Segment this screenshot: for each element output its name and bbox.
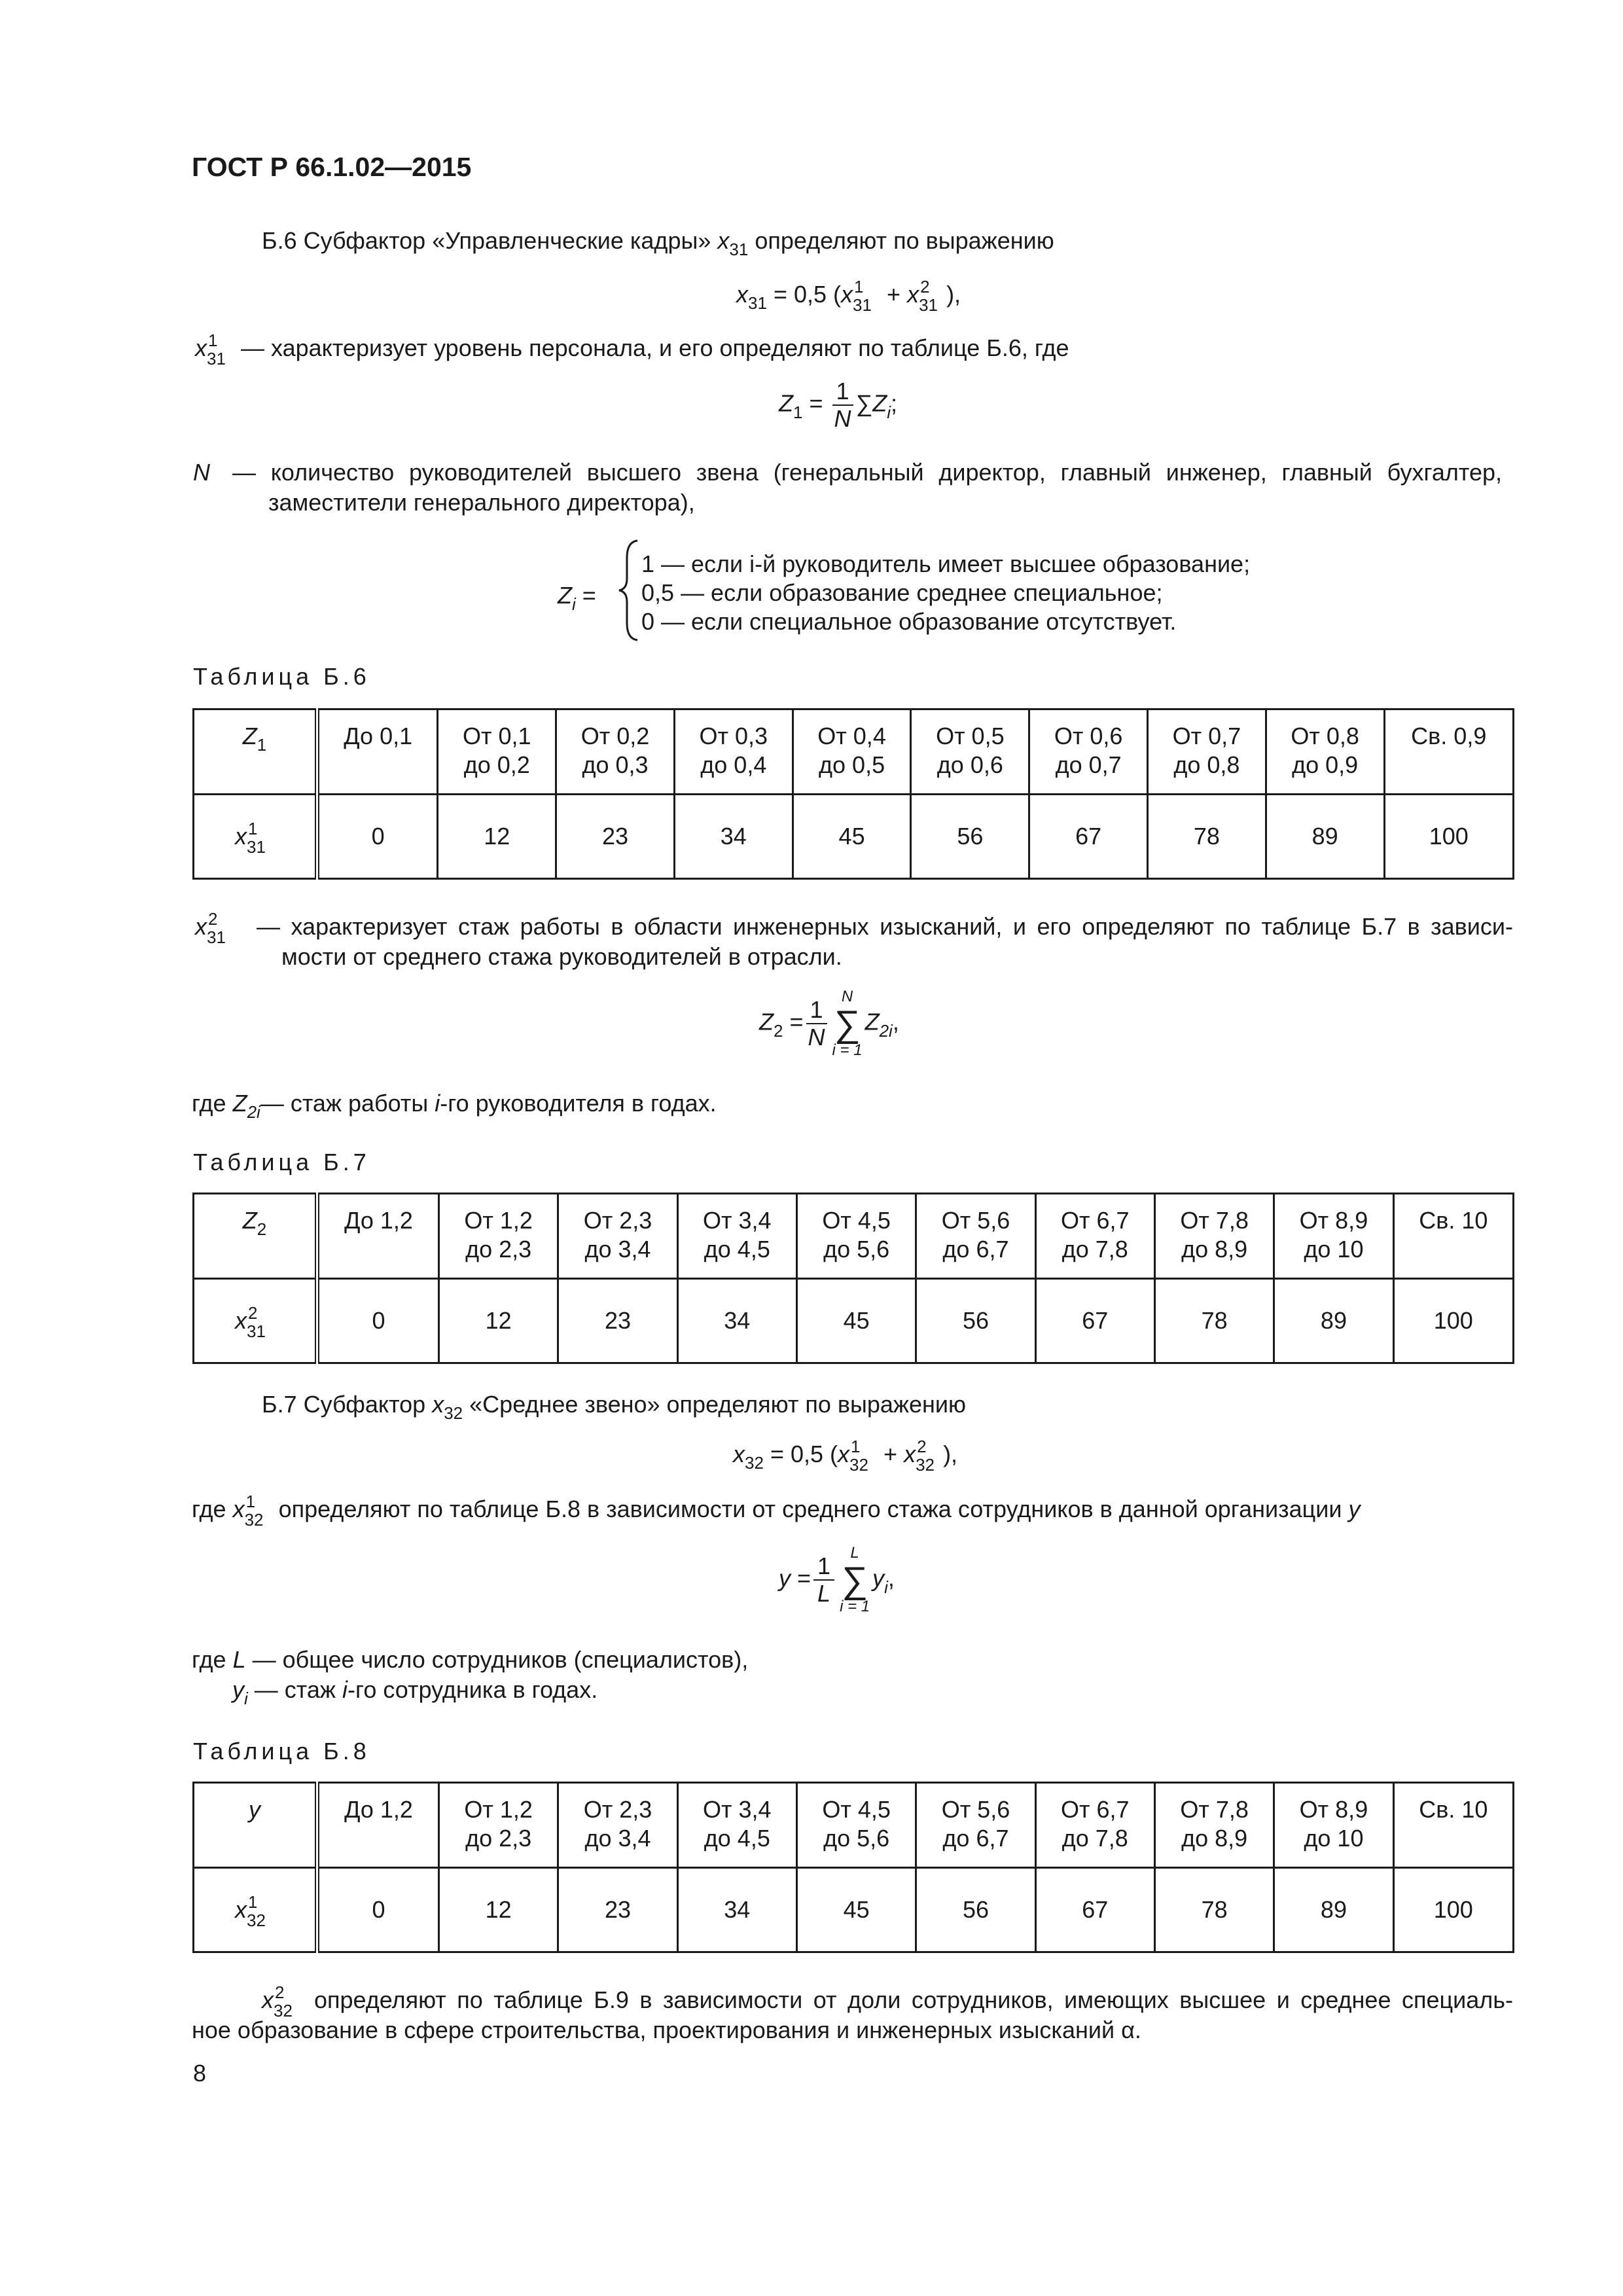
table-header-cell: От 4,5 до 5,6 bbox=[796, 1783, 916, 1868]
section-b6-intro: Б.6 Субфактор «Управленческие кадры» $x_{31}$ определяют по выражению bbox=[262, 227, 1054, 259]
table-value-cell: 23 bbox=[558, 1278, 677, 1363]
sum-symbol: N ∑ i = 1 bbox=[832, 988, 863, 1059]
table-b6 bbox=[192, 708, 1514, 880]
table-header-cell: От 4,5 до 5,6 bbox=[796, 1194, 916, 1279]
table-b7-head-x31-2: x 2 31 bbox=[194, 1278, 317, 1363]
table-b7-head-z2: $Z_2$ bbox=[194, 1194, 317, 1279]
fraction-1-over-n: $\frac{1}{N}$ bbox=[832, 378, 853, 432]
table-b8-head-y: y bbox=[194, 1783, 317, 1868]
table-header-cell: Св. 0,9 bbox=[1384, 709, 1513, 795]
table-header-cell: Св. 10 bbox=[1393, 1783, 1513, 1868]
table-value-cell: 12 bbox=[438, 1278, 558, 1363]
formula-x32: $x_{32} = 0,5$ (x 1 32 + x 2 32 ), bbox=[733, 1437, 958, 1475]
table-value-cell: 89 bbox=[1274, 1867, 1393, 1952]
table-b8 bbox=[192, 1782, 1514, 1953]
definition-x31-2-var: x 2 31 bbox=[195, 909, 226, 947]
table-b8-head-x32-1: x 1 32 bbox=[194, 1867, 317, 1952]
formula-z2: $Z_2$ = $\frac{1}{N}$ N ∑ i = 1 $Z_{2i}$, bbox=[759, 988, 899, 1059]
table-header-cell: От 0,2 до 0,3 bbox=[556, 709, 675, 795]
table-value-cell: 100 bbox=[1393, 1278, 1513, 1363]
table-value-cell: 89 bbox=[1266, 794, 1384, 879]
table-header-cell: От 0,3 до 0,4 bbox=[674, 709, 793, 795]
definition-x32-2-line1: x 2 32 определяют по таблице Б.9 в зависимости от доли сотрудников, имеющих высшее и среднее специаль- bbox=[262, 1982, 1513, 2020]
table-header-cell: От 1,2 до 2,3 bbox=[438, 1194, 558, 1279]
table-value-cell: 78 bbox=[1154, 1278, 1274, 1363]
definition-n-line1: — количество руководителей высшего звена (генеральный директор, главный инженер, главный бухгалтер, bbox=[232, 459, 1502, 486]
document-header: ГОСТ Р 66.1.02—2015 bbox=[192, 152, 472, 182]
table-value-cell: 0 bbox=[317, 794, 438, 879]
table-header-cell: От 7,8 до 8,9 bbox=[1154, 1783, 1274, 1868]
table-value-cell: 12 bbox=[438, 1867, 558, 1952]
formula-z1: $Z_1$ = $\frac{1}{N}$ $\sum Z_i$; bbox=[779, 378, 898, 432]
table-header-cell: От 5,6 до 6,7 bbox=[916, 1783, 1035, 1868]
definition-n-line2: заместители генерального директора), bbox=[268, 489, 695, 516]
table-header-cell: От 2,3 до 3,4 bbox=[558, 1783, 677, 1868]
table-value-cell: 78 bbox=[1154, 1867, 1274, 1952]
definition-x32-1: где x 1 32 определяют по таблице Б.8 в зависимости от среднего стажа сотрудников в данной организации y bbox=[192, 1492, 1361, 1530]
zi-lhs: $Z_i$ = bbox=[558, 582, 596, 614]
sum-symbol: L ∑ i = 1 bbox=[840, 1544, 870, 1615]
table-header-cell: От 2,3 до 3,4 bbox=[558, 1194, 677, 1279]
table-header-cell: От 3,4 до 4,5 bbox=[677, 1783, 796, 1868]
table-header-cell: От 6,7 до 7,8 bbox=[1035, 1783, 1154, 1868]
page-number: 8 bbox=[193, 2060, 207, 2087]
formula-x31: $x_{31} = 0,5$ (x 1 31 + x 2 31 ), bbox=[736, 277, 961, 315]
table-value-cell: 34 bbox=[677, 1278, 796, 1363]
table-value-cell: 45 bbox=[796, 1867, 916, 1952]
table-value-cell: 12 bbox=[438, 794, 556, 879]
table-value-cell: 23 bbox=[558, 1867, 677, 1952]
table-value-cell: 23 bbox=[556, 794, 675, 879]
zi-case-1: 1 — если i-й руководитель имеет высшее образование; bbox=[641, 550, 1251, 577]
table-header-cell: До 1,2 bbox=[317, 1783, 439, 1868]
table-header-cell: От 0,1 до 0,2 bbox=[438, 709, 556, 795]
table-b7 bbox=[192, 1193, 1514, 1364]
table-b6-caption: Таблица Б.6 bbox=[193, 663, 370, 690]
table-header-cell: От 0,4 до 0,5 bbox=[793, 709, 911, 795]
table-value-cell: 45 bbox=[796, 1278, 916, 1363]
zi-case-2: 0,5 — если образование среднее специальное; bbox=[641, 579, 1163, 606]
brace-icon bbox=[615, 538, 641, 643]
table-value-cell: 67 bbox=[1029, 794, 1148, 879]
table-header-cell: Св. 10 bbox=[1393, 1194, 1513, 1279]
table-value-cell: 78 bbox=[1147, 794, 1266, 879]
table-header-cell: От 0,6 до 0,7 bbox=[1029, 709, 1148, 795]
definition-yi: $y_i$ — стаж i-го сотрудника в годах. bbox=[232, 1676, 598, 1708]
table-header-cell: От 5,6 до 6,7 bbox=[916, 1194, 1035, 1279]
table-header-cell: От 6,7 до 7,8 bbox=[1035, 1194, 1154, 1279]
table-value-cell: 45 bbox=[793, 794, 911, 879]
table-value-cell: 34 bbox=[674, 794, 793, 879]
definition-l: где L — общее число сотрудников (специалистов), bbox=[192, 1646, 749, 1673]
definition-x32-2-line2: ное образование в сфере строительства, проектирования и инженерных изысканий α. bbox=[192, 2017, 1141, 2043]
definition-z2i: где $Z_{2i}—$ стаж работы i-го руководителя в годах. bbox=[192, 1090, 717, 1122]
formula-y: y = $\frac{1}{L}$ L ∑ i = 1 $y_i$, bbox=[779, 1544, 895, 1615]
table-header-cell: От 0,7 до 0,8 bbox=[1147, 709, 1266, 795]
table-value-cell: 0 bbox=[317, 1278, 439, 1363]
definition-x31-2-line1: — характеризует стаж работы в области инженерных изысканий, и его определяют по таблице Б.7 в зависи- bbox=[257, 913, 1513, 940]
table-b8-caption: Таблица Б.8 bbox=[193, 1738, 370, 1765]
table-value-cell: 0 bbox=[317, 1867, 439, 1952]
table-header-cell: От 8,9 до 10 bbox=[1274, 1783, 1393, 1868]
table-b6-head-z1: $Z_1$ bbox=[194, 709, 317, 795]
table-value-cell: 67 bbox=[1035, 1278, 1154, 1363]
table-value-cell: 67 bbox=[1035, 1867, 1154, 1952]
table-value-cell: 89 bbox=[1274, 1278, 1393, 1363]
table-header-cell: От 7,8 до 8,9 bbox=[1154, 1194, 1274, 1279]
table-header-cell: От 8,9 до 10 bbox=[1274, 1194, 1393, 1279]
section-b7-intro: Б.7 Субфактор $x_{32}$ «Среднее звено» определяют по выражению bbox=[262, 1391, 966, 1423]
table-value-cell: 56 bbox=[916, 1867, 1035, 1952]
table-header-cell: До 0,1 bbox=[317, 709, 438, 795]
table-value-cell: 100 bbox=[1384, 794, 1513, 879]
definition-x31-1: x 1 31 — характеризует уровень персонала, и его определяют по таблице Б.6, где bbox=[195, 331, 1069, 368]
table-header-cell: От 0,5 до 0,6 bbox=[911, 709, 1029, 795]
table-b7-caption: Таблица Б.7 bbox=[193, 1149, 370, 1175]
table-header-cell: От 3,4 до 4,5 bbox=[677, 1194, 796, 1279]
zi-case-3: 0 — если специальное образование отсутствует. bbox=[641, 608, 1177, 635]
table-header-cell: От 1,2 до 2,3 bbox=[438, 1783, 558, 1868]
table-header-cell: До 1,2 bbox=[317, 1194, 439, 1279]
table-b6-head-x31-1: x 1 31 bbox=[194, 794, 317, 879]
definition-x31-2-line2: мости от среднего стажа руководителей в отрасли. bbox=[281, 943, 842, 970]
table-value-cell: 100 bbox=[1393, 1867, 1513, 1952]
table-value-cell: 34 bbox=[677, 1867, 796, 1952]
table-header-cell: От 0,8 до 0,9 bbox=[1266, 709, 1384, 795]
table-value-cell: 56 bbox=[911, 794, 1029, 879]
definition-n-var: N bbox=[193, 459, 210, 486]
table-value-cell: 56 bbox=[916, 1278, 1035, 1363]
